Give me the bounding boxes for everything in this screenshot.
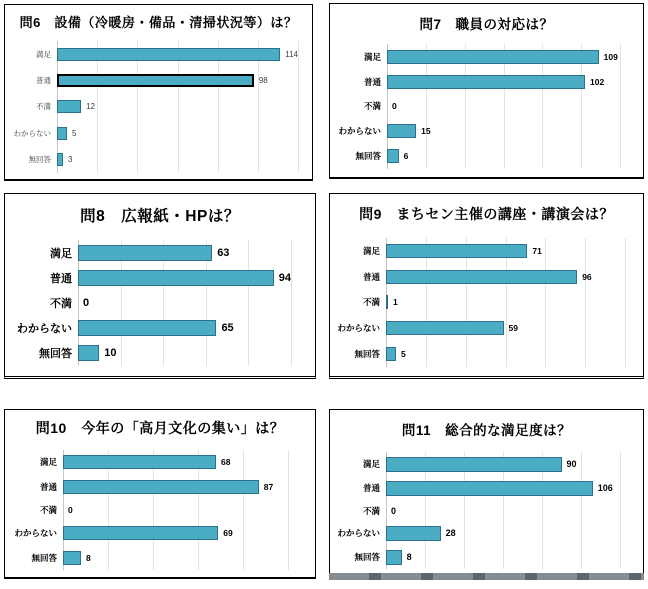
chart-row [330,270,643,284]
bar-track [63,526,288,540]
chart-title-q10: 問10 今年の「高月文化の集い」は？ [35,420,285,436]
bar [386,270,577,284]
bar-track [57,127,298,140]
chart-row [5,320,315,336]
category-label: わからない [17,323,72,336]
value-label: 102 [590,77,605,88]
bar-track [57,100,298,113]
bar-track [386,295,625,309]
bar-track [387,124,620,138]
value-label: 98 [258,76,268,86]
bar-track [386,481,620,496]
category-label: 無回答 [39,348,72,361]
chart-row [5,504,315,516]
value-label: 71 [532,245,542,256]
bar [386,550,402,565]
chart-row [5,455,315,469]
bar-track [63,455,288,469]
bar-track [57,74,298,87]
value-label: 0 [68,504,73,515]
chart-rows [5,240,315,366]
chart-title-q8: 問8 広報紙・HPは？ [80,208,240,225]
bar [387,149,399,163]
bar-track [63,480,288,494]
chart-row [5,345,315,361]
bar-track [63,551,288,565]
chart-row [330,124,643,138]
chart-panel-q10 [4,409,316,579]
bar [386,321,504,335]
bar [386,481,593,496]
chart-title-q11: 問11 総合的な満足度は？ [401,423,572,438]
category-label: 普通 [363,77,381,88]
bar-track [78,270,291,286]
chart-rows [5,41,312,173]
value-label: 65 [221,322,234,335]
chart-row [330,75,643,89]
category-label: 無回答 [355,151,381,162]
chart-title-q9: 問9 まちセン主催の講座・講演会は？ [359,206,614,222]
chart-plot-area-q9 [330,238,643,367]
value-label: 96 [582,271,592,282]
chart-row [5,153,312,166]
bar-track [78,320,291,336]
category-label: 無回答 [354,349,380,360]
chart-row [330,457,643,472]
bar [78,270,274,286]
chart-plot-area-q8 [5,240,315,366]
bar-track [386,457,620,472]
chart-row [330,149,643,163]
bar-track [386,526,620,541]
chart-panel-q9 [329,193,644,379]
chart-row [5,74,312,87]
category-label: 満足 [362,459,380,469]
value-label: 12 [86,102,95,112]
chart-rows [330,44,643,169]
chart-panel-q8 [4,193,316,379]
category-label: 不満 [39,504,57,515]
value-label: 8 [406,552,412,562]
bar-track [57,153,298,166]
bar [57,153,63,166]
bar [386,347,396,361]
chart-plot-area-q6 [5,41,312,173]
bar-track [386,506,620,516]
bar-track [57,48,298,61]
category-label: わからない [337,323,380,334]
chart-panel-q7 [329,3,644,179]
chart-row [330,481,643,496]
chart-panel-q6 [4,4,313,181]
value-label: 109 [603,51,618,62]
chart-plot-area-q10 [5,450,315,570]
value-label: 10 [104,347,117,360]
bar-track [386,244,625,258]
category-label: 満足 [363,51,381,62]
category-label: 無回答 [354,552,380,562]
category-label: 不満 [363,101,381,112]
category-label: 普通 [36,76,51,86]
category-label: 普通 [362,483,380,493]
bar-track [78,345,291,361]
chart-row [5,48,312,61]
category-label: 満足 [39,457,57,468]
value-label: 8 [86,552,91,563]
chart-title-q6: 問6 設備（冷暖房・備品・清掃状況等）は？ [19,15,298,30]
bar [78,245,212,261]
bar [78,345,99,361]
category-label: 無回答 [31,552,57,563]
bar-track [387,101,620,111]
bar [387,75,585,89]
value-label: 94 [278,271,291,284]
chart-rows [330,452,643,569]
category-label: わからない [13,128,51,138]
category-label: 不満 [36,102,51,112]
value-label: 15 [421,125,431,136]
value-label: 6 [403,151,409,162]
category-label: わからない [14,528,57,539]
bar [386,526,441,541]
bar-track [387,75,620,89]
chart-row [5,551,315,565]
category-label: わからない [338,125,381,136]
bar-track [386,550,620,565]
chart-row [330,526,643,541]
bar [386,295,388,309]
category-label: 満足 [36,49,51,59]
chart-row [330,244,643,258]
chart-row [330,505,643,517]
value-label: 63 [217,246,230,259]
bar [57,74,254,87]
bar-track [78,297,291,309]
value-label: 0 [83,296,90,309]
category-label: 普通 [39,481,57,492]
category-label: 普通 [362,271,380,282]
bar [386,244,527,258]
category-label: 満足 [50,247,72,260]
chart-row [5,480,315,494]
value-label: 87 [263,481,274,492]
chart-row [5,127,312,140]
bar [57,48,280,61]
bar [57,100,81,113]
value-label: 0 [391,505,397,516]
bar-track [387,149,620,163]
value-label: 69 [223,528,233,539]
bar [63,455,216,469]
chart-row [5,270,315,286]
chart-row [330,321,643,335]
chart-row [330,347,643,361]
chart-row [330,295,643,309]
category-label: 普通 [50,272,72,285]
value-label: 90 [566,459,577,469]
chart-row [5,245,315,261]
bar-track [386,270,625,284]
value-label: 68 [221,457,231,468]
bar [57,127,67,140]
bar [63,551,81,565]
bar [386,457,562,472]
value-label: 28 [445,528,456,538]
panel-bottom-shadow [329,573,644,580]
category-label: わからない [337,528,380,538]
value-label: 5 [72,128,77,138]
value-label: 3 [68,155,73,165]
value-label: 114 [285,49,298,59]
category-label: 不満 [362,505,380,516]
bar-track [78,245,291,261]
bar [78,320,216,336]
chart-rows [5,450,315,570]
chart-row [330,50,643,64]
bar [63,526,218,540]
chart-row [5,526,315,540]
category-label: 不満 [362,297,380,308]
value-label: 0 [392,101,397,112]
category-label: 無回答 [28,155,51,165]
bar [387,50,599,64]
chart-row [5,295,315,311]
chart-row [330,550,643,565]
chart-panel-q11 [329,409,644,580]
value-label: 59 [508,323,518,334]
bar [387,124,416,138]
bar-track [386,347,625,361]
chart-row [5,100,312,113]
category-label: 満足 [362,245,380,256]
bar-track [386,321,625,335]
bar [63,480,259,494]
value-label: 5 [400,349,406,360]
chart-plot-area-q11 [330,452,643,569]
bar-track [387,50,620,64]
chart-rows [330,238,643,367]
chart-plot-area-q7 [330,44,643,169]
value-label: 1 [393,297,398,308]
value-label: 106 [597,483,613,493]
chart-title-q7: 問7 職員の対応は？ [419,17,554,32]
category-label: 不満 [50,297,72,310]
bar-track [63,505,288,515]
chart-row [330,100,643,112]
